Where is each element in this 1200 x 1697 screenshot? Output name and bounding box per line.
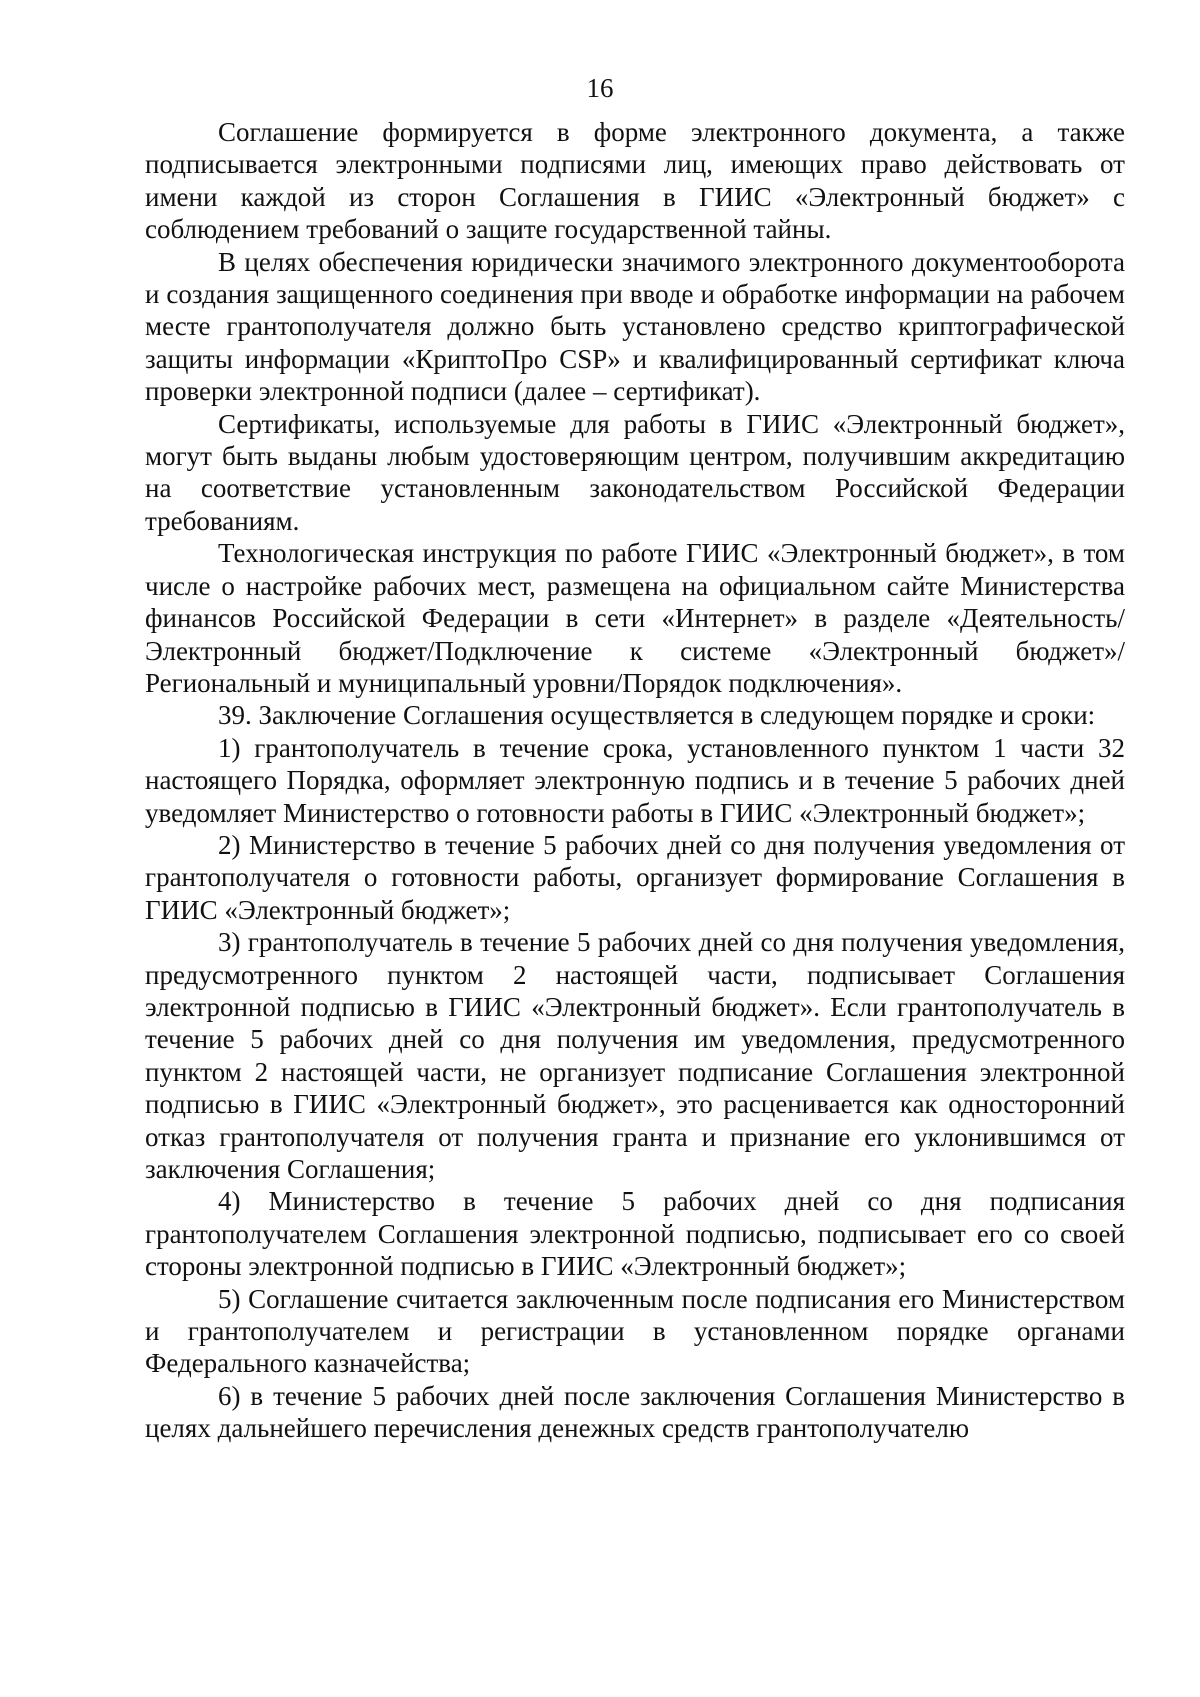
list-item-2: 2) Министерство в течение 5 рабочих дней со дня получения уведомления от грантополучателя о готовности работы, организует формирование Соглашения в ГИИС «Электронный бюджет»;	[145, 829, 1125, 925]
document-body	[145, 116, 1125, 1445]
list-item-6: 6) в течение 5 рабочих дней после заключения Соглашения Министерство в целях дальнейшего перечисления денежных средств грантополучателю	[145, 1380, 1125, 1444]
list-item-1: 1) грантополучатель в течение срока, установленного пунктом 1 части 32 настоящего Порядка, оформляет электронную подпись и в течение 5 рабочих дней уведомляет Министерство о готовности работы в ГИИС «Электронный бюджет»;	[145, 732, 1125, 828]
paragraph-certificates: Сертификаты, используемые для работы в ГИИС «Электронный бюджет», могут быть выданы любым удостоверяющим центром, получившим аккредитацию на соответствие установленным законодательством Российской Федерации требованиям.	[145, 408, 1125, 536]
list-item-4: 4) Министерство в течение 5 рабочих дней со дня подписания грантополучателем Соглашения электронной подписью, подписывает его со своей стороны электронной подписью в ГИИС «Электронный бюджет»;	[145, 1186, 1125, 1282]
paragraph-agreement-form: Соглашение формируется в форме электронного документа, а также подписывается электронными подписями лиц, имеющих право действовать от имени каждой из сторон Соглашения в ГИИС «Электронный бюджет» с соблюдением требований о защите государственной тайны.	[145, 117, 1125, 245]
paragraph-technical-instruction: Технологическая инструкция по работе ГИИС «Электронный бюджет», в том числе о настройке рабочих мест, размещена на официальном сайте Министерства финансов Российской Федерации в сети «Интернет» в разделе «Деятельность/Электронный бюджет/Подключение к системе «Электронный бюджет»/Региональный и муниципальный уровни/Порядок подключения».	[145, 538, 1125, 698]
list-item-5: 5) Соглашение считается заключенным после подписания его Министерством и грантополучателем и регистрации в установленном порядке органами Федерального казначейства;	[145, 1283, 1125, 1379]
list-item-3: 3) грантополучатель в течение 5 рабочих дней со дня получения уведомления, предусмотренного пунктом 2 настоящей части, подписывает Соглашения электронной подписью в ГИИС «Электронный бюджет». Если грантополучатель в течение 5 рабочих дней со дня получения им уведомления, предусмотренного пунктом 2 настоящей части, не организует подписание Соглашения электронной подписью в ГИИС «Электронный бюджет», это расценивается как односторонний отказ грантополучателя от получения гранта и признание его уклонившимся от заключения Соглашения;	[145, 927, 1125, 1184]
paragraph-clause-39: 39. Заключение Соглашения осуществляется в следующем порядке и сроки:	[218, 700, 1096, 731]
page-number: 16	[586, 73, 614, 103]
paragraph-crypto-protection: В целях обеспечения юридически значимого электронного документооборота и создания защищенного соединения при вводе и обработке информации на рабочем месте грантополучателя должно быть установлено средство криптографической защиты информации «КриптоПро CSP» и квалифицированный сертификат ключа проверки электронной подписи (далее – сертификат).	[145, 246, 1125, 407]
